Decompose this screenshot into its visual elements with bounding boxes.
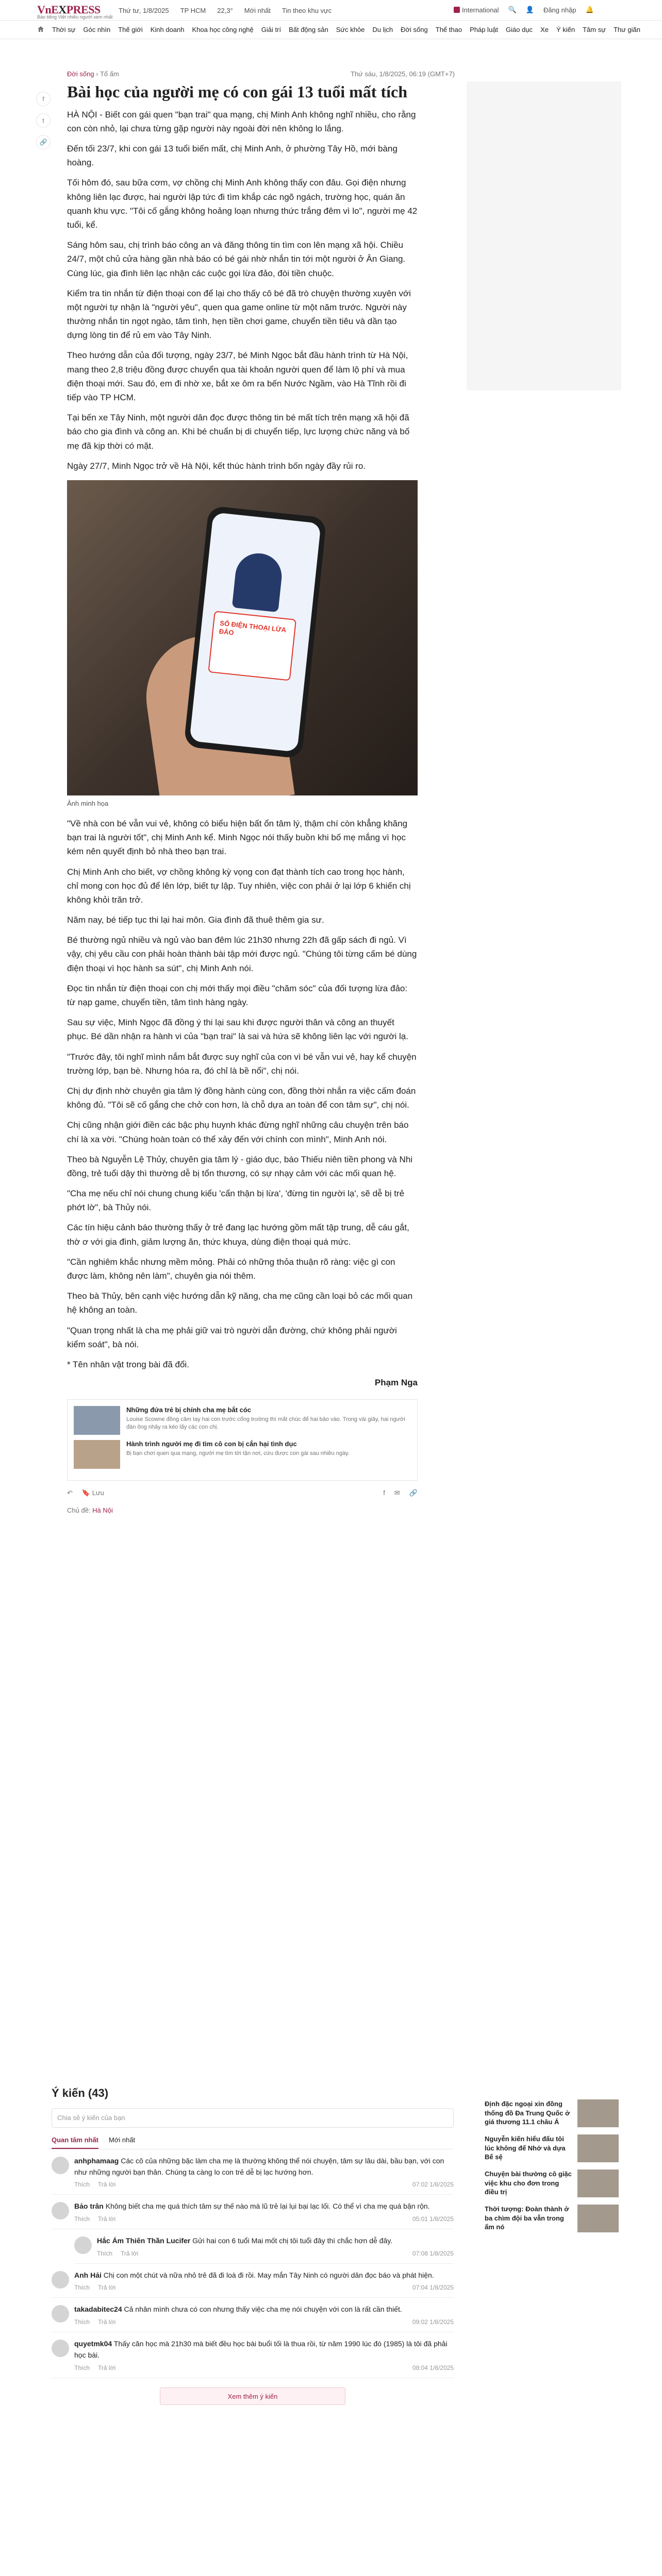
article-paragraph: Sáng hôm sau, chị trình báo công an và đăng thông tin tìm con lên mạng xã hội. Chiều 24/7, một chủ cửa hàng gần nhà báo có bé gái nhờ nhắn tin tới một người ở Ân Giang. Cùng lúc, gia đình liên lạc nhận các cuộc gọi lừa đảo, đòi tiền chuộc. <box>67 240 406 278</box>
facebook-share-icon[interactable]: f <box>383 1489 385 1497</box>
topic-value[interactable]: Hà Nội <box>92 1506 113 1515</box>
ad-placeholder <box>467 81 621 391</box>
image-caption: Ảnh minh họa <box>67 799 109 807</box>
weather-temp: 22,3° <box>217 7 233 14</box>
article-paragraph: "Cha mẹ nếu chỉ nói chung chung kiểu 'cẩn thận bị lừa', 'đừng tin người lạ', sẽ dễ bị trẻ phớt lờ", bà Thủy nói. <box>67 1189 405 1213</box>
comment-text: Không biết cha mẹ quá thích tâm sự thế nào mà lũ trẻ lại lụi bại lạc lối. Có thể vì cha mẹ quá bận rộn. <box>105 2202 430 2211</box>
sidebar-news-item[interactable] <box>485 2099 619 2127</box>
like-button[interactable]: Thích <box>97 2249 113 2257</box>
nav-item[interactable]: Ý kiến <box>556 26 575 33</box>
sidebar-news-item[interactable] <box>485 2205 619 2232</box>
phone-shape <box>184 505 327 758</box>
sidebar-news-title[interactable]: Định đặc ngoại xin đồng thống đồ Đa Trung Quốc ở giá thương 11.1 châu Á <box>485 2100 570 2126</box>
article-paragraph: Các tín hiệu cảnh báo thường thấy ở trẻ đang lạc hướng gồm mất tập trung, dễ cáu gắt, thờ ơ với gia đình, giảm lượng ăn, thức khuya, dùng điện thoại quá mức. <box>67 1223 409 1247</box>
vnexpress-logo[interactable]: VnEXPRESS <box>37 3 101 16</box>
international-link[interactable]: International <box>454 6 499 14</box>
comment-item <box>52 2298 454 2332</box>
sidebar-news-item[interactable] <box>485 2170 619 2197</box>
main-nav <box>0 21 662 39</box>
sidebar-news <box>485 2099 619 2240</box>
comment-author[interactable]: anhphamaag <box>74 2157 119 2165</box>
image-notice-text: SỐ ĐIỆN THOẠI LỪA ĐẢO <box>219 619 287 637</box>
like-button[interactable]: Thích <box>74 2364 90 2371</box>
tab-newest[interactable]: Mới nhất <box>109 2136 136 2144</box>
breadcrumb: Đời sống › Tổ ấm <box>67 70 119 78</box>
comment-author[interactable]: Hắc Ám Thiên Thần Lucifer <box>97 2236 191 2245</box>
article-paragraph: Đến tối 23/7, khi con gái 13 tuổi biến mất, chị Minh Anh, ở phường Tây Hồ, mới bàng hoàng. <box>67 144 398 168</box>
nav-item[interactable]: Du lịch <box>372 26 393 33</box>
nav-item[interactable]: Xe <box>540 26 549 33</box>
avatar[interactable] <box>74 2236 92 2254</box>
related-thumbnail[interactable] <box>74 1440 120 1469</box>
bell-icon[interactable]: 🔔 <box>585 6 594 13</box>
comment-text: Gửi hai con 6 tuổi Mai mốt chị tôi tuổi đây thì chắc hơn dễ đây. <box>192 2236 393 2245</box>
article-image <box>67 480 418 795</box>
article-paragraph: "Quan trọng nhất là cha mẹ phải giữ vai trò người dẫn đường, chứ không phải người kiểm soát", bà nói. <box>67 1325 397 1349</box>
sidebar-news-thumbnail[interactable] <box>577 2134 619 2162</box>
article-paragraph: * Tên nhân vật trong bài đã đổi. <box>67 1359 189 1369</box>
nav-item[interactable]: Giải trí <box>261 26 282 33</box>
article-paragraph: "Trước đây, tôi nghĩ mình nắm bắt được suy nghĩ của con vì bé vẫn vui vẻ, hay kể chuyện trường lớp, bạn bè. Nhưng hóa ra, đó chỉ là bề nổi", chị nói. <box>67 1052 417 1076</box>
comment-item <box>52 2264 454 2298</box>
email-share-icon[interactable]: ✉ <box>394 1489 400 1497</box>
regional-link[interactable]: Tin theo khu vực <box>282 7 332 14</box>
nav-item[interactable]: Giáo dục <box>506 26 533 33</box>
avatar[interactable] <box>52 2305 69 2323</box>
article-paragraph: Kiểm tra tin nhắn từ điện thoại con để lại cho thấy cô bé đã trò chuyện thường xuyên với một người tự nhận là "người yêu", quen qua game online từ một năm trước. Người này thường nhắn tin ngọt ngào, tâm tình, hẹn tiền chơi game, chuyển tiền tiêu và dần tạo dựng lòng tin để rủ em vào Tây Ninh. <box>67 288 411 341</box>
nav-item[interactable]: Thư giãn <box>613 26 641 33</box>
sidebar-news-title[interactable]: Thời tượng: Đoàn thành ở ba chìm đội ba vẫn trong ẩm nó <box>485 2205 569 2231</box>
like-button[interactable]: Thích <box>74 2318 90 2326</box>
comment-time: 07:08 1/8/2025 <box>412 2249 454 2257</box>
login-link[interactable]: Đăng nhập <box>543 6 576 14</box>
comments-section <box>52 2087 454 2405</box>
related-title[interactable]: Hành trình người mẹ đi tìm cô con bị cắn hại tình dục <box>126 1440 297 1448</box>
article-paragraph: "Cần nghiêm khắc nhưng mềm mỏng. Phải có những thỏa thuận rõ ràng: việc gì con được làm, không nên làm", chuyên gia nói thêm. <box>67 1257 395 1281</box>
weather-city[interactable]: TP HCM <box>180 7 206 14</box>
nav-item[interactable]: Sức khỏe <box>336 26 365 33</box>
related-sub: Louise Scowne đồng cảm tay hai con trước cổng trường thì mất chúc để hai bảo vào. Trong vài giây, hai người đàn ông nhảy ra kéo lấy các con chị. <box>126 1416 405 1431</box>
sidebar-news-thumbnail[interactable] <box>577 2205 619 2232</box>
avatar[interactable] <box>52 2157 69 2174</box>
search-icon[interactable]: 🔍 <box>508 6 517 13</box>
save-button[interactable]: 🔖 Lưu <box>81 1489 104 1497</box>
topic-label: Chủ đề: <box>67 1506 91 1515</box>
comment-text: Thấy căn học mà 21h30 mà biết đều học bài buổi tối là thua rồi, từ năm 1990 lúc đó (1985) là tôi đã phải học bài. <box>74 2340 448 2359</box>
article-paragraph: Theo bà Thủy, bên cạnh việc hướng dẫn kỹ năng, cha mẹ cũng cần loại bỏ các mối quan hệ không an toàn. <box>67 1291 413 1315</box>
article-paragraph: Đọc tin nhắn từ điện thoại con chị mới thấy mọi điều "chăm sóc" của đối tượng lừa đảo: từ nạp game, chuyển tiền, tâm tình hàng ngày. <box>67 983 408 1007</box>
sidebar <box>467 81 621 391</box>
related-box <box>67 1399 418 1481</box>
comment-author[interactable]: takadabitec24 <box>74 2305 122 2314</box>
article-paragraph: Chị dự định nhờ chuyên gia tâm lý đồng hành cùng con, đồng thời nhắn ra việc cấm đoán không đủ. "Tôi sẽ cố gắng che chở con hơn, là chỗ dựa an toàn để con tâm sự", chị nói. <box>67 1086 416 1110</box>
breadcrumb-category[interactable]: Đời sống <box>67 70 94 78</box>
back-icon[interactable]: ↶ <box>67 1489 73 1497</box>
international-icon <box>454 7 460 13</box>
sidebar-news-title[interactable]: Nguyễn kiến hiểu đấu tôi lúc không để Nhớ và dựa Bế sệ <box>485 2135 566 2161</box>
related-sub: Bị bạn chơi quen qua mạng, người mẹ tìm tới tận nơi, cứu được con gái sau nhiều ngày. <box>126 1450 350 1457</box>
article-description: HÀ NỘI - Biết con gái quen "bạn trai" qua mạng, chị Minh Anh không nghĩ nhiều, cho rằng con còn nhỏ, lại chưa từng gặp người này ngoài đời nên không lo lắng. <box>67 109 416 133</box>
nav-item[interactable]: Pháp luật <box>470 26 499 33</box>
related-title[interactable]: Những đứa trẻ bị chính cha mẹ bắt cóc <box>126 1406 252 1414</box>
comment-text: Chị con một chút và nữa nhỏ trẻ đã đi loà đi rồi. May mắn Tây Ninh có người dân đọc báo và phát hiện. <box>103 2270 434 2279</box>
article-paragraph: Chị Minh Anh cho biết, vợ chồng không kỳ vọng con đạt thành tích cao trong học hành, chỉ mong con học đủ để lên lớp, biết tự lập. Tuy nhiên, việc con phải ở lại lớp 6 khiến chị không khỏi trăn trở. <box>67 867 411 905</box>
article-title: Bài học của người mẹ có con gái 13 tuổi mất tích <box>67 82 407 101</box>
like-button[interactable]: Thích <box>74 2181 90 2189</box>
nav-item[interactable]: Tâm sự <box>583 26 606 33</box>
twitter-icon[interactable]: t <box>36 113 51 128</box>
today-date: Thứ tư, 1/8/2025 <box>119 7 169 14</box>
latest-link[interactable]: Mới nhất <box>244 7 271 14</box>
article-date: Thứ sáu, 1/8/2025, 06:19 (GMT+7) <box>351 70 455 78</box>
comment-input[interactable]: Chia sẻ ý kiến của bạn <box>52 2108 454 2128</box>
reply-button[interactable]: Trả lời <box>98 2284 116 2292</box>
comment-author[interactable]: Anh Hải <box>74 2270 102 2279</box>
article-paragraph: "Về nhà con bé vẫn vui vẻ, không có biểu hiện bất ổn tâm lý, thậm chí còn khẳng khăng bạn trai là người tốt", chị Minh Anh kể. Minh Ngọc nói thấy buồn khi bố mẹ mắng vì học kém nên quyết định bỏ nhà theo bạn trai. <box>67 818 408 857</box>
related-thumbnail[interactable] <box>74 1406 120 1435</box>
avatar[interactable] <box>52 2271 69 2289</box>
nav-item[interactable]: Kinh doanh <box>150 26 185 33</box>
avatar[interactable] <box>52 2340 69 2357</box>
article-paragraph: Sau sự việc, Minh Ngọc đã đồng ý thi lại sau khi được người thân và công an thuyết phục. Bé dần nhận ra hành vi của "bạn trai" là sai và hứa sẽ không liên lạc với người lạ. <box>67 1018 408 1042</box>
nav-item[interactable]: Thời sự <box>52 26 76 33</box>
link-icon[interactable]: 🔗 <box>36 135 51 149</box>
copy-link-icon[interactable]: 🔗 <box>409 1489 418 1497</box>
article-paragraph: Năm nay, bé tiếp tục thi lại hai môn. Gia đình đã thuê thêm gia sư. <box>67 915 324 925</box>
breadcrumb-sub[interactable]: Tổ ấm <box>100 70 119 78</box>
nav-item[interactable]: Thể thao <box>435 26 462 33</box>
sidebar-news-item[interactable] <box>485 2134 619 2162</box>
comment-item <box>52 2195 454 2229</box>
avatar[interactable] <box>52 2202 69 2219</box>
nav-item[interactable]: Đời sống <box>401 26 428 33</box>
top-right <box>454 6 594 14</box>
comment-tabs <box>52 2136 454 2149</box>
float-share-bar <box>36 92 52 149</box>
like-button[interactable]: Thích <box>74 2284 90 2292</box>
article-paragraph: Theo hướng dẫn của đối tượng, ngày 23/7, bé Minh Ngọc bắt đầu hành trình từ Hà Nội, mang theo 2,8 triệu đồng được chuyển qua tài khoản người quen để làm lộ phí và mua điện thoại mới. Sau đó, em đi nhờ xe, bắt xe ôm ra bến Nước Ngầm, vào Hà Tĩnh rồi đi tiếp vào TP HCM. <box>67 350 408 402</box>
related-item[interactable] <box>74 1406 411 1435</box>
nav-item[interactable]: Khoa học công nghệ <box>192 26 254 33</box>
like-button[interactable]: Thích <box>74 2215 90 2223</box>
comment-author[interactable]: quyetmk04 <box>74 2340 112 2348</box>
user-icon[interactable]: 👤 <box>525 6 534 13</box>
comment-item <box>74 2229 454 2264</box>
sidebar-news-title[interactable]: Chuyện bài thường cô giặc việc khu cho đơn trong điều trị <box>485 2170 572 2196</box>
topic-line <box>67 1506 418 1514</box>
author: Phạm Nga <box>374 1378 418 1388</box>
article-paragraph: Ngày 27/7, Minh Ngọc trở về Hà Nội, kết thúc hành trình bốn ngày đầy rủi ro. <box>67 461 366 471</box>
reply-button[interactable]: Trả lời <box>98 2181 116 2189</box>
comment-time: 07:02 1/8/2025 <box>412 2181 454 2189</box>
comment-time: 08:04 1/8/2025 <box>412 2364 454 2371</box>
nav-item[interactable]: Bất động sản <box>289 26 328 33</box>
more-comments-button[interactable]: Xem thêm ý kiến <box>160 2387 345 2405</box>
slogan: Báo tiếng Việt nhiều người xem nhất <box>37 14 113 20</box>
tab-top[interactable]: Quan tâm nhất <box>52 2136 98 2149</box>
comment-text: Cả nhân mình chưa có con nhưng thấy việc cha mẹ nói chuyện với con là rất cần thiết. <box>124 2305 402 2314</box>
top-links <box>119 7 332 14</box>
article-tools <box>67 1489 418 1497</box>
phone-screen <box>189 512 321 752</box>
article <box>67 81 418 1514</box>
comment-time: 07:04 1/8/2025 <box>412 2284 454 2292</box>
comment-author[interactable]: Bảo trân <box>74 2202 104 2211</box>
comments-title: Ý kiến (43) <box>52 2087 109 2099</box>
comment-time: 05:01 1/8/2025 <box>412 2215 454 2223</box>
reply-button[interactable]: Trả lời <box>98 2215 116 2223</box>
sidebar-news-thumbnail[interactable] <box>577 2099 619 2127</box>
facebook-icon[interactable]: f <box>36 92 51 106</box>
related-item[interactable] <box>74 1440 411 1469</box>
article-paragraph: Theo bà Nguyễn Lệ Thủy, chuyên gia tâm lý - giáo dục, báo Thiếu niên tiền phong và Nhi đồng, trẻ tuổi dậy thì thường dễ bị tổn thương, có sự nhạy cảm với các mối quan hệ. <box>67 1154 413 1178</box>
hooded-figure <box>232 551 284 613</box>
article-paragraph: Chị cũng nhận giới điền các bậc phụ huynh khác đừng nghĩ những câu chuyện trên báo chí là xa vời. "Chúng hoàn toàn có thể xảy đến với chính con mình", Minh Anh nói. <box>67 1120 409 1144</box>
comment-item <box>52 2332 454 2378</box>
reply-button[interactable]: Trả lời <box>98 2364 116 2371</box>
article-paragraph: Tối hôm đó, sau bữa cơm, vợ chồng chị Minh Anh không thấy con đâu. Gọi điện nhưng không liên lạc được, hai người lập tức đi tìm khắp các ngõ ngách, trường học, quán ăn quanh khu vực. "Tôi cố gắng không hoảng loạn nhưng thức trắng đêm vì lo", người mẹ 42 tuổi, kể. <box>67 178 418 230</box>
top-bar <box>0 0 662 21</box>
nav-item[interactable]: Thế giới <box>118 26 143 33</box>
article-paragraph: Bé thường ngủ nhiều và ngủ vào ban đêm lúc 21h30 nhưng 22h đã gấp sách đi ngủ. Vì vậy, chị yêu cầu con phải hoàn thành bài tập mới được ngủ. "Chúng tôi từng cấm bé dùng điện thoại vì học hành sa sút", chị Minh Anh nói. <box>67 935 417 973</box>
article-paragraph: Tại bến xe Tây Ninh, một người dân đọc được thông tin bé mất tích trên mạng xã hội đã báo cho gia đình và công an. Khi bé chuẩn bị di chuyển tiếp, lực lượng chức năng và bố mẹ đã kịp thời có mặt. <box>67 413 410 451</box>
comment-time: 09:02 1/8/2025 <box>412 2318 454 2326</box>
comment-text: Các cô của những bậc làm cha mẹ là thường không thể nói chuyện, tâm sự lâu dài, bầu bạn, với con như những người bạn thân. Chúng ta càng lo con trẻ dễ bị lạc hướng hơn. <box>74 2157 444 2176</box>
comment-item <box>52 2149 454 2195</box>
home-icon[interactable] <box>37 26 44 34</box>
reply-button[interactable]: Trả lời <box>121 2249 139 2257</box>
reply-button[interactable]: Trả lời <box>98 2318 116 2326</box>
nav-item[interactable]: Góc nhìn <box>83 26 111 33</box>
sidebar-news-thumbnail[interactable] <box>577 2170 619 2197</box>
